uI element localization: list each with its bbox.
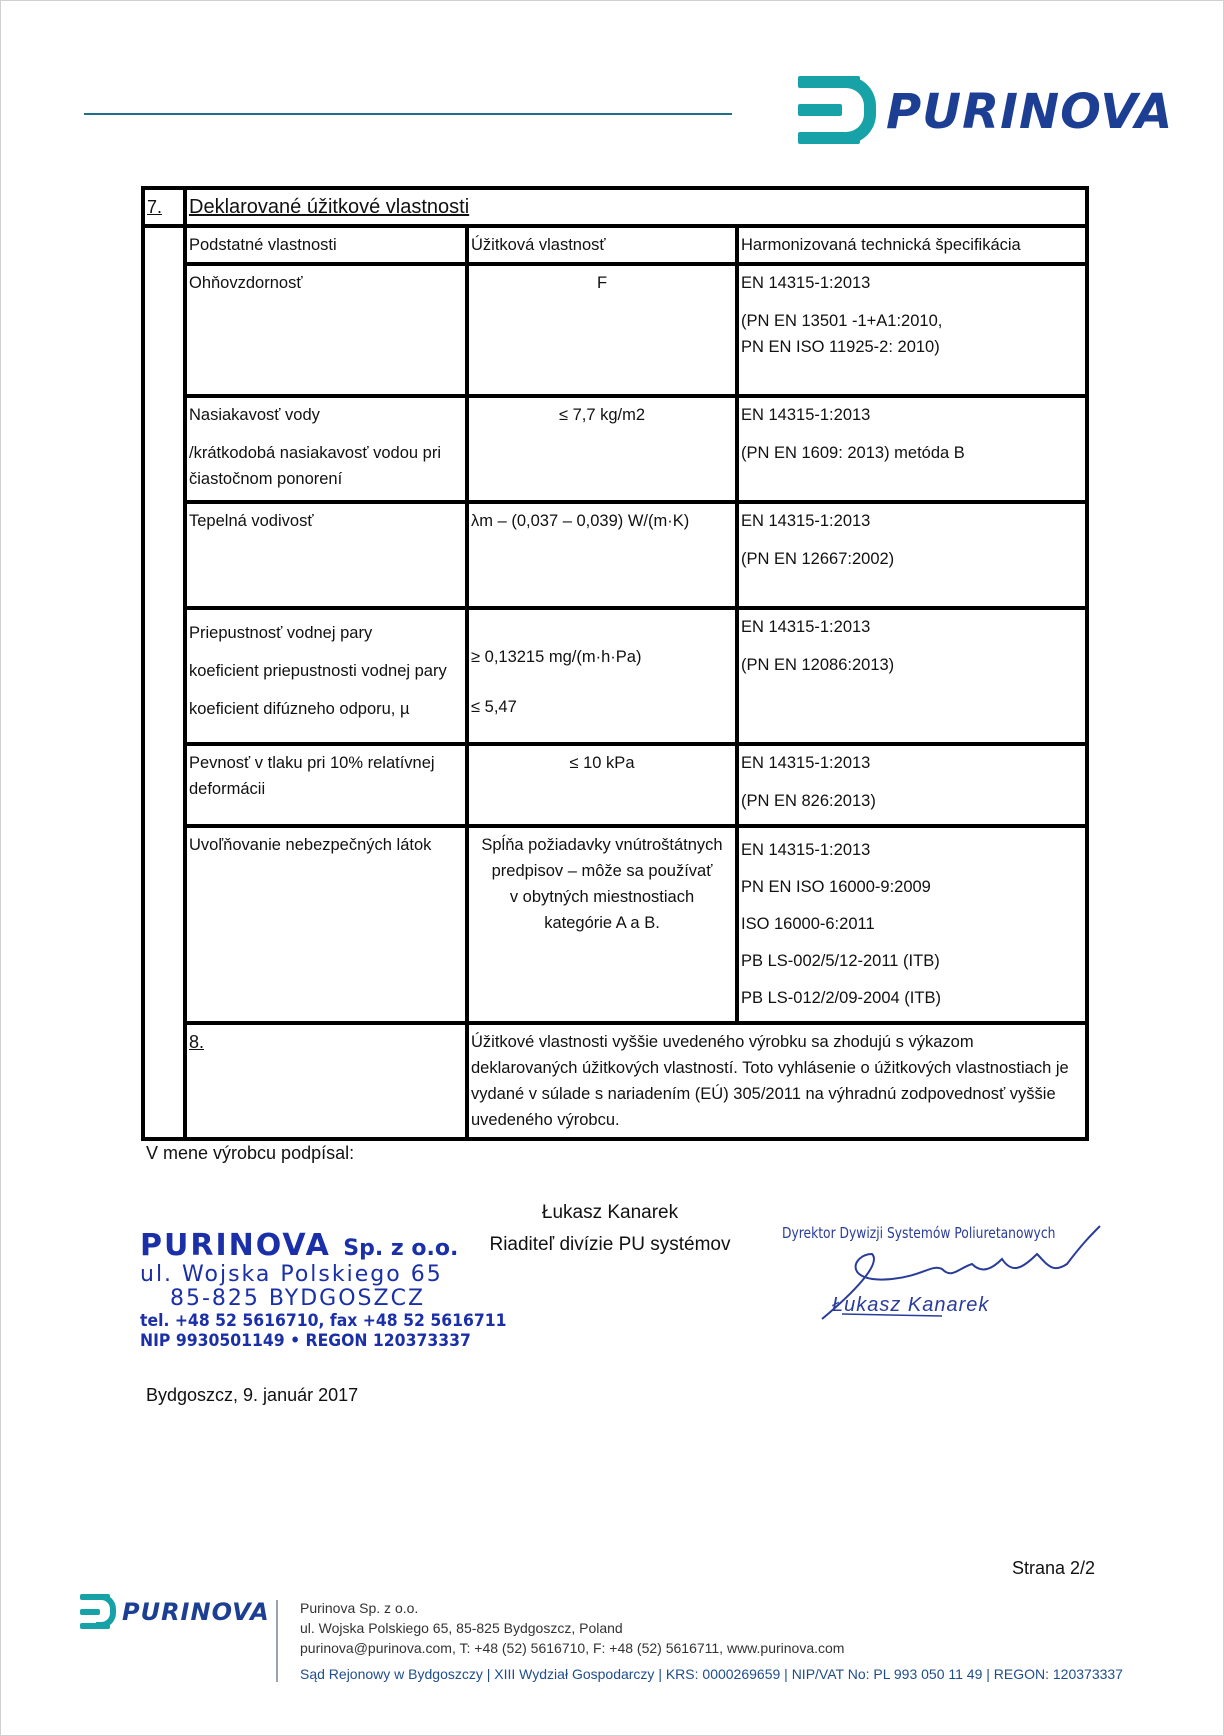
value-cell bbox=[467, 744, 737, 826]
spec-text: (PN EN 1609: 2013) metóda B bbox=[741, 444, 965, 462]
table-row bbox=[143, 396, 1087, 502]
stamp-company-suffix: Sp. z o.o. bbox=[343, 1236, 459, 1261]
property-text: deformácii bbox=[189, 780, 266, 798]
signature-name: Łukasz Kanarek bbox=[832, 1294, 990, 1316]
spec-cell bbox=[737, 744, 1087, 826]
section-title: Deklarované úžitkové vlastnosti bbox=[185, 188, 1087, 226]
section8-text: Úžitkové vlastnosti vyššie uvedeného výrobku sa zhodujú s výkazom deklarovaných úžitkových vlastností. Toto vyhlásenie o úžitkových vlastnostiach je vydané v súlade s nariadením (EÚ) 305/2011 na výhradnú zodpovednosť vyššie uvedeného výrobcu. bbox=[467, 1023, 1087, 1139]
value-text: predpisov – môže sa používať bbox=[491, 862, 713, 880]
company-stamp bbox=[140, 1228, 507, 1351]
spec-text: ISO 16000-6:2011 bbox=[741, 915, 875, 933]
signer-title: Riaditeľ divízie PU systémov bbox=[489, 1234, 731, 1255]
spec-text: EN 14315-1:2013 bbox=[741, 512, 871, 530]
column-header: Úžitková vlastnosť bbox=[467, 226, 737, 264]
stamp-company: PURINOVA bbox=[140, 1228, 331, 1263]
property-cell bbox=[185, 502, 467, 608]
spec-text: EN 14315-1:2013 bbox=[741, 406, 871, 424]
value-cell bbox=[467, 502, 737, 608]
section8-row bbox=[143, 1023, 1087, 1139]
spec-cell bbox=[737, 396, 1087, 502]
purinova-logo bbox=[798, 76, 1173, 148]
property-text: Ohňovzdornosť bbox=[189, 274, 303, 292]
logo-wordmark: PURINOVA bbox=[886, 84, 1174, 140]
footer-logo-wordmark: PURINOVA bbox=[122, 1598, 270, 1626]
property-cell bbox=[185, 744, 467, 826]
property-text: Nasiakavosť vody bbox=[189, 406, 320, 424]
property-cell bbox=[185, 608, 467, 744]
table-row bbox=[143, 264, 1087, 396]
value-text: v obytných miestnostiach bbox=[509, 888, 695, 906]
spec-cell bbox=[737, 502, 1087, 608]
property-text: /krátkodobá nasiakavosť vodou pri bbox=[189, 444, 442, 462]
footer-legal: Sąd Rejonowy w Bydgoszczy | XIII Wydział Gospodarczy | KRS: 0000269659 | NIP/VAT No: PL 993 050 11 49 | REGON: 120373337 bbox=[300, 1666, 1123, 1682]
spec-text: (PN EN 12086:2013) bbox=[741, 656, 895, 674]
purinova-logo-icon bbox=[80, 1594, 118, 1630]
signature-stamp-title: Dyrektor Dywizji Systemów Poliuretanowych bbox=[782, 1224, 1056, 1242]
stamp-ids: NIP 9930501149 • REGON 120373337 bbox=[140, 1331, 471, 1351]
value-text: λm – (0,037 – 0,039) W/(m·K) bbox=[471, 512, 690, 530]
spec-text: EN 14315-1:2013 bbox=[741, 841, 871, 859]
footer-address-block bbox=[300, 1598, 844, 1658]
property-cell bbox=[185, 264, 467, 396]
property-text: čiastočnom ponorení bbox=[189, 470, 343, 488]
value-cell bbox=[467, 826, 737, 1023]
signed-label: V mene výrobcu podpísal: bbox=[146, 1143, 355, 1163]
stamp-street: ul. Wojska Polskiego 65 bbox=[140, 1262, 443, 1287]
property-cell bbox=[185, 826, 467, 1023]
column-header: Harmonizovaná technická špecifikácia bbox=[737, 226, 1087, 264]
footer-divider bbox=[276, 1600, 278, 1682]
stamp-phone: tel. +48 52 5616710, fax +48 52 5616711 bbox=[140, 1311, 507, 1331]
property-cell bbox=[185, 396, 467, 502]
section-number: 8. bbox=[185, 1023, 467, 1139]
property-text: Uvoľňovanie nebezpečných látok bbox=[189, 836, 432, 854]
spec-text: PN EN ISO 16000-9:2009 bbox=[741, 878, 931, 896]
property-text: Pevnosť v tlaku pri 10% relatívnej bbox=[189, 754, 435, 772]
property-text: koeficient priepustnosti vodnej pary bbox=[189, 662, 447, 680]
value-text: ≤ 5,47 bbox=[471, 698, 517, 716]
property-text: Tepelná vodivosť bbox=[189, 512, 314, 530]
column-header: Podstatné vlastnosti bbox=[185, 226, 467, 264]
purinova-logo-icon bbox=[798, 76, 878, 148]
section-number: 7. bbox=[143, 188, 185, 226]
number-column-spacer bbox=[143, 226, 185, 1139]
spec-text: EN 14315-1:2013 bbox=[741, 274, 871, 292]
property-text: koeficient difúzneho odporu, µ bbox=[189, 700, 410, 718]
column-header-row bbox=[143, 226, 1087, 264]
signer-block bbox=[440, 1197, 780, 1261]
property-text: Priepustnosť vodnej pary bbox=[189, 624, 373, 642]
table-row bbox=[143, 502, 1087, 608]
footer-contact: purinova@purinova.com, T: +48 (52) 5616710, F: +48 (52) 5616711, www.purinova.com bbox=[300, 1640, 845, 1656]
table-row bbox=[143, 608, 1087, 744]
value-text: Spĺňa požiadavky vnútroštátnych bbox=[481, 836, 723, 854]
value-cell bbox=[467, 264, 737, 396]
spec-text: PB LS-002/5/12-2011 (ITB) bbox=[741, 952, 940, 970]
place-date: Bydgoszcz, 9. január 2017 bbox=[146, 1385, 359, 1405]
spec-text: EN 14315-1:2013 bbox=[741, 618, 871, 636]
value-cell bbox=[467, 396, 737, 502]
spec-text: (PN EN 826:2013) bbox=[741, 792, 876, 810]
signature-scribble bbox=[782, 1224, 1112, 1334]
page-number: Strana 2/2 bbox=[1012, 1558, 1096, 1578]
section7-title-row bbox=[143, 188, 1087, 226]
spec-text: PB LS-012/2/09-2004 (ITB) bbox=[741, 989, 941, 1007]
spec-cell bbox=[737, 608, 1087, 744]
value-text: ≤ 7,7 kg/m2 bbox=[558, 406, 646, 424]
signer-name: Łukasz Kanarek bbox=[541, 1202, 679, 1223]
footer-address: ul. Wojska Polskiego 65, 85-825 Bydgoszcz, Poland bbox=[300, 1620, 623, 1636]
value-text: ≤ 10 kPa bbox=[569, 754, 635, 772]
value-text: kategórie A a B. bbox=[544, 914, 660, 932]
header-rule bbox=[84, 113, 732, 115]
spec-cell bbox=[737, 264, 1087, 396]
footer-company: Purinova Sp. z o.o. bbox=[300, 1600, 419, 1616]
spec-text: (PN EN 13501 -1+A1:2010, bbox=[741, 312, 943, 330]
spec-text: EN 14315-1:2013 bbox=[741, 754, 871, 772]
value-text: F bbox=[596, 274, 608, 292]
spec-text: (PN EN 12667:2002) bbox=[741, 550, 895, 568]
spec-text: PN EN ISO 11925-2: 2010) bbox=[741, 338, 940, 356]
spec-cell bbox=[737, 826, 1087, 1023]
stamp-city: 85-825 BYDGOSZCZ bbox=[170, 1286, 426, 1311]
table-row bbox=[143, 826, 1087, 1023]
footer-logo bbox=[80, 1594, 270, 1630]
declaration-table bbox=[141, 186, 1089, 1141]
value-cell bbox=[467, 608, 737, 744]
value-text: ≥ 0,13215 mg/(m·h·Pa) bbox=[471, 648, 642, 666]
handwritten-signature bbox=[782, 1224, 1112, 1334]
table-row bbox=[143, 744, 1087, 826]
